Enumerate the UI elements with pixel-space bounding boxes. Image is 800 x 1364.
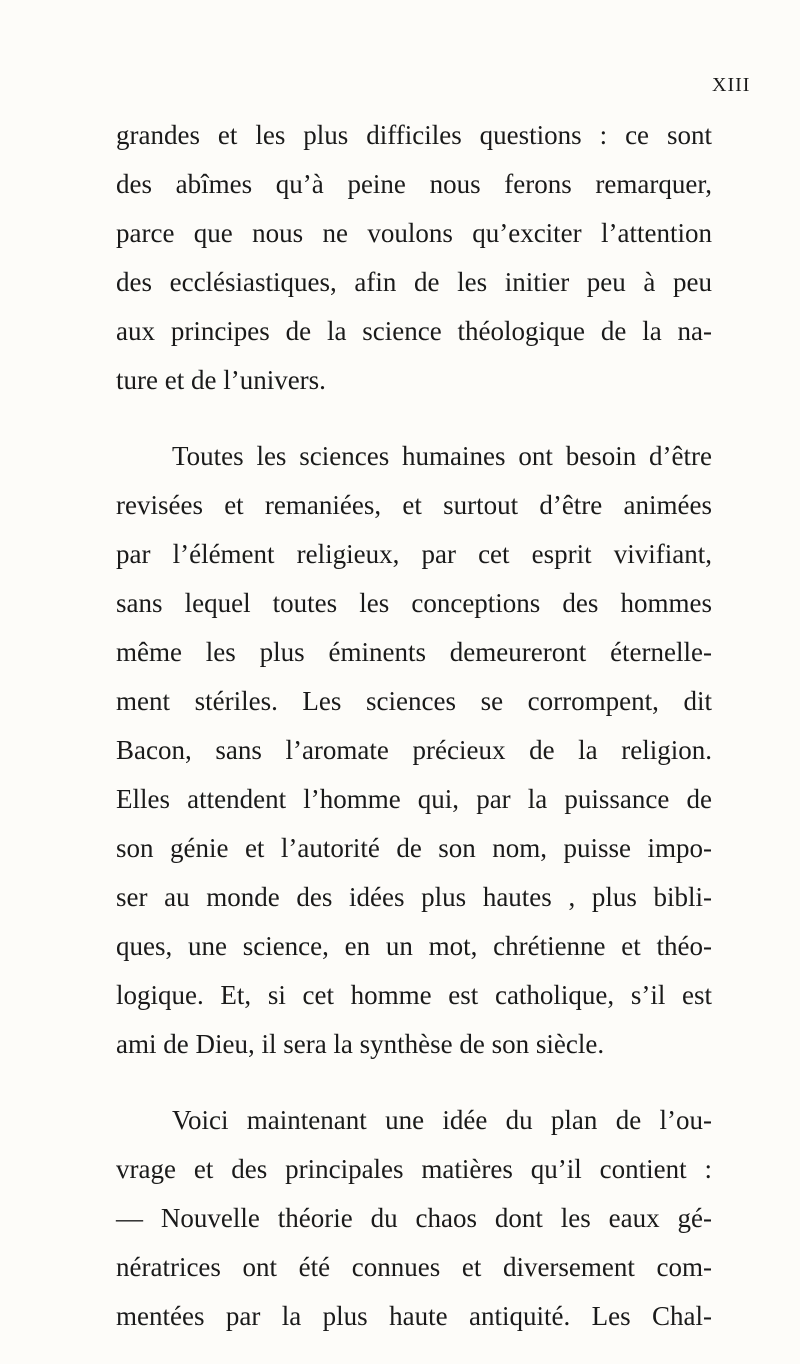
text-line: parce que nous ne voulons qu’exciter l’attention [116, 218, 712, 248]
text-line: Voici maintenant une idée du plan de l’ou- [172, 1105, 712, 1135]
text-line: logique. Et, si cet homme est catholique, s’il est [116, 980, 712, 1010]
text-line: des ecclésiastiques, afin de les initier peu à peu [116, 267, 712, 297]
text-line: revisées et remaniées, et surtout d’être animées [116, 490, 712, 520]
text-line: des abîmes qu’à peine nous ferons remarquer, [116, 169, 712, 199]
text-line: ture et de l’univers. [116, 365, 326, 395]
text-line: ques, une science, en un mot, chrétienne et théo- [116, 931, 712, 961]
text-line: vrage et des principales matières qu’il contient : [116, 1154, 712, 1184]
text-line: — Nouvelle théorie du chaos dont les eaux gé- [116, 1203, 712, 1233]
text-line: Bacon, sans l’aromate précieux de la religion. [116, 735, 712, 765]
text-line: Toutes les sciences humaines ont besoin d’être [172, 441, 712, 471]
text-line: ami de Dieu, il sera la synthèse de son siècle. [116, 1029, 605, 1059]
text-line: même les plus éminents demeureront éternelle- [116, 637, 712, 667]
text-line: grandes et les plus difficiles questions : ce sont [116, 120, 712, 150]
page-number: XIII [712, 74, 751, 96]
text-line: mentées par la plus haute antiquité. Les Chal- [116, 1301, 712, 1331]
text-line: ser au monde des idées plus hautes , plus bibli- [116, 882, 712, 912]
text-line: ment stériles. Les sciences se corrompent, dit [116, 686, 712, 716]
text-line: par l’élément religieux, par cet esprit vivifiant, [116, 539, 712, 569]
text-line: son génie et l’autorité de son nom, puisse impo- [116, 833, 712, 863]
text-line: Elles attendent l’homme qui, par la puissance de [116, 784, 712, 814]
text-line: nératrices ont été connues et diversement com- [116, 1252, 712, 1282]
text-line: sans lequel toutes les conceptions des hommes [116, 588, 712, 618]
text-line: aux principes de la science théologique de la na- [116, 316, 712, 346]
